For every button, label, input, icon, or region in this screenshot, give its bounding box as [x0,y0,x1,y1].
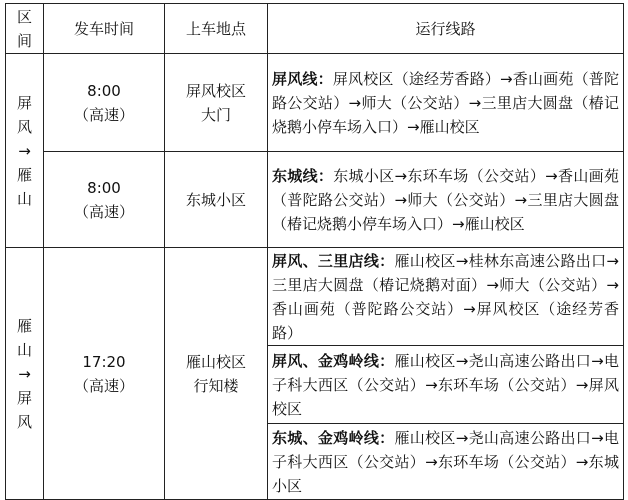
header-direction [6,4,44,54]
time-cell [44,54,165,152]
route-cell [268,152,624,248]
direction-label: 雁山→屏风 [16,316,32,431]
header-row [6,4,624,54]
departure-mode: （高速） [73,202,134,221]
time-cell [44,248,165,500]
departure-mode: （高速） [73,105,134,124]
route-name: 东城、金鸡岭线： [272,428,395,447]
route-cell [268,346,624,424]
direction-cell-outbound [6,54,44,248]
route-name: 屏风线： [272,69,333,88]
table-row [6,152,624,248]
boarding-place: 屏风校区大门 [165,54,268,152]
departure-time: 8:00 [87,81,121,100]
route-text: 雁山校区→尧山高速公路出口→电子科大西区（公交站）→东环车场（公交站）→屏风校区 [272,351,619,418]
route-cell [268,54,624,152]
table-row [6,54,624,152]
route-text: 东城小区→东环车场（公交站）→香山画苑（普陀路公交站）→师大（公交站）→三里店大圆盘（椿记烧鹅小停车场入口）→雁山校区 [272,166,619,233]
header-route: 运行线路 [268,4,624,54]
direction-label: 屏风→雁山 [16,93,32,208]
table-row [6,248,624,346]
header-time: 发车时间 [44,4,165,54]
departure-time: 17:20 [82,352,126,371]
route-name: 屏风、金鸡岭线： [272,351,395,370]
header-place: 上车地点 [165,4,268,54]
direction-cell-return [6,248,44,500]
departure-time: 8:00 [87,178,121,197]
route-name: 屏风、三里店线： [272,251,395,270]
route-text: 雁山校区→尧山高速公路出口→电子科大西区（公交站）→东环车场（公交站）→东城小区 [272,428,619,495]
departure-mode: （高速） [73,376,134,395]
time-cell [44,152,165,248]
route-text: 屏风校区（途经芳香路）→香山画苑（普陀路公交站）→师大（公交站）→三里店大圆盘（椿记烧鹅小停车场入口）→雁山校区 [272,69,619,136]
route-cell [268,424,624,500]
route-name: 东城线： [272,166,334,185]
boarding-place: 东城小区 [165,152,268,248]
bus-schedule-table [5,3,624,500]
route-cell [268,248,624,346]
route-text: 雁山校区→桂林东高速公路出口→三里店大圆盘（椿记烧鹅对面）→师大（公交站）→香山画苑（普陀路公交站）→屏风校区（途经芳香路） [272,251,619,342]
header-direction-label: 区间 [16,7,32,50]
boarding-place: 雁山校区行知楼 [165,248,268,500]
